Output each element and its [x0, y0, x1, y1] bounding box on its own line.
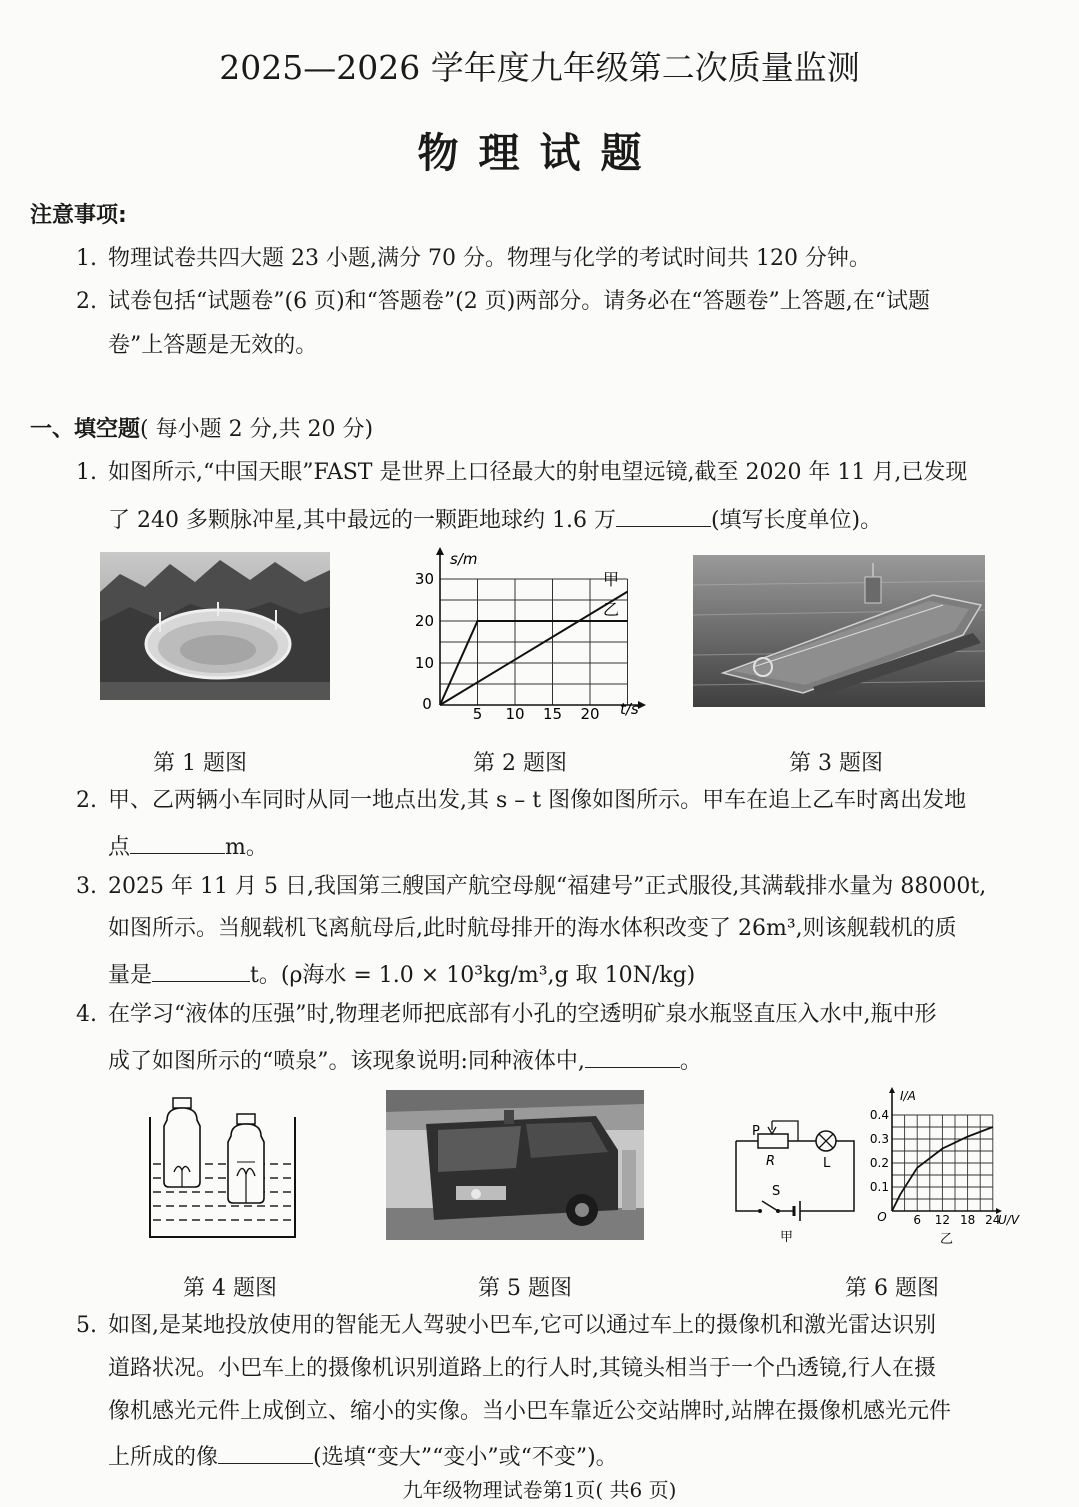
iu-graph-xtick-6: 6	[913, 1213, 922, 1227]
iu-graph	[862, 1085, 1032, 1251]
iu-graph-origin: O	[877, 1210, 887, 1224]
exam-title: 2025—2026 学年度九年级第二次质量监测	[219, 48, 860, 87]
rheostat-slider-label: P	[752, 1124, 760, 1139]
st-graph-ytick-30: 30	[414, 570, 434, 588]
q4-line-1: 在学习“液体的压强”时,物理老师把底部有小孔的空透明矿泉水瓶竖直压入水中,瓶中形	[108, 1002, 937, 1027]
q1-line-2	[108, 506, 882, 532]
st-graph-label-jia: 甲	[603, 570, 620, 589]
notice-item-2-num: 2.	[76, 289, 97, 314]
q4-number: 4.	[76, 1002, 97, 1027]
q5-text-b: (选填“变大”“变小”或“不变”)。	[313, 1445, 618, 1470]
q3-line-1: 2025 年 11 月 5 日,我国第三艘国产航空母舰“福建号”正式服役,其满载排水量为 88000t,	[108, 874, 987, 899]
notice-heading: 注意事项:	[30, 203, 127, 228]
bottle-fountain-diagram	[145, 1092, 300, 1242]
section-title: 一、填空题	[30, 417, 141, 442]
st-graph	[410, 545, 650, 725]
q2-line-1: 甲、乙两辆小车同时从同一地点出发,其 s – t 图像如图所示。甲车在追上乙车时离出发地	[108, 788, 967, 813]
q5-line-1: 如图,是某地投放使用的智能无人驾驶小巴车,它可以通过车上的摄像机和激光雷达识别	[108, 1313, 936, 1338]
switch-icon	[762, 1201, 778, 1211]
st-graph-ytick-20: 20	[414, 612, 434, 630]
q4-text-a: 成了如图所示的“喷泉”。该现象说明:同种液体中,	[108, 1049, 585, 1074]
fig6-caption: 第 6 题图	[845, 1276, 939, 1301]
q4-line-2	[108, 1047, 702, 1073]
q3-line-2: 如图所示。当舰载机飞离航母后,此时航母排开的海水体积改变了 26m³,则该舰载机的质	[108, 916, 957, 941]
circuit-diagram	[728, 1115, 860, 1245]
autonomous-minibus-photo	[386, 1090, 644, 1240]
fast-telescope-photo	[100, 552, 330, 700]
iu-graph-xtick-12: 12	[934, 1213, 951, 1227]
q5-line-2: 道路状况。小巴车上的摄像机识别道路上的行人时,其镜头相当于一个凸透镜,行人在摄	[108, 1356, 936, 1381]
q1-line-1: 如图所示,“中国天眼”FAST 是世界上口径最大的射电望远镜,截至 2020 年 11 月,已发现	[108, 460, 968, 485]
fig4-caption: 第 4 题图	[183, 1276, 277, 1301]
circuit-name: 甲	[780, 1230, 794, 1245]
notice-item-2-line-2: 卷”上答题是无效的。	[108, 333, 318, 358]
q2-answer-blank[interactable]	[130, 833, 225, 854]
st-graph-xtick-15: 15	[542, 705, 563, 723]
q4-text-b: 。	[679, 1049, 702, 1074]
q4-answer-blank[interactable]	[585, 1047, 680, 1068]
st-graph-xlabel: t/s	[620, 700, 639, 718]
aircraft-carrier-photo	[693, 555, 985, 707]
fig5-caption: 第 5 题图	[478, 1276, 572, 1301]
bottle-right	[228, 1114, 264, 1203]
q2-text-a: 点	[108, 835, 131, 860]
section-note: ( 每小题 2 分,共 20 分)	[140, 417, 374, 442]
q3-answer-blank[interactable]	[152, 961, 250, 982]
q5-answer-blank[interactable]	[218, 1443, 313, 1464]
iu-graph-xtick-24: 24	[985, 1213, 1001, 1227]
iu-graph-ytick-0.2: 0.2	[869, 1156, 889, 1170]
st-graph-xtick-20: 20	[580, 705, 600, 723]
q1-number: 1.	[76, 460, 97, 485]
lamp-label: L	[823, 1156, 831, 1171]
st-graph-xtick-5: 5	[472, 705, 483, 723]
q3-line-3	[108, 961, 695, 987]
q3-text-a: 量是	[108, 963, 153, 988]
st-graph-xtick-10: 10	[505, 705, 525, 723]
q1-text-b: (填写长度单位)。	[710, 508, 883, 533]
fig2-caption: 第 2 题图	[473, 751, 567, 776]
st-graph-x-arrow	[638, 701, 646, 709]
switch-label: S	[772, 1184, 781, 1199]
section-heading	[30, 419, 373, 441]
notice-item-2-line-1: 试卷包括“试题卷”(6 页)和“答题卷”(2 页)两部分。请务必在“答题卷”上答题,在“试题	[108, 289, 931, 314]
iu-graph-xlabel: U/V	[998, 1213, 1020, 1227]
q2-line-2	[108, 833, 268, 859]
page-footer: 九年级物理试卷第1页( 共6 页)	[402, 1478, 677, 1502]
q5-line-4	[108, 1443, 618, 1469]
q5-line-3: 像机感光元件上成倒立、缩小的实像。当小巴车靠近公交站牌时,站牌在摄像机感光元件	[108, 1399, 951, 1424]
iu-graph-ylabel: I/A	[900, 1089, 916, 1103]
q1-text-a: 了 240 多颗脉冲星,其中最远的一颗距地球约 1.6 万	[108, 508, 616, 533]
iu-graph-ytick-0.4: 0.4	[869, 1108, 889, 1122]
rheostat-resistor	[758, 1134, 788, 1148]
q1-answer-blank[interactable]	[616, 506, 711, 527]
iu-graph-y-arrow	[889, 1087, 895, 1093]
q3-number: 3.	[76, 874, 97, 899]
q3-text-b: t。(ρ海水 = 1.0 × 10³kg/m³,g 取 10N/kg)	[250, 963, 696, 988]
st-graph-line-jia	[440, 592, 628, 705]
iu-graph-ytick-0.1: 0.1	[869, 1180, 889, 1194]
notice-item-1-text: 物理试卷共四大题 23 小题,满分 70 分。物理与化学的考试时间共 120 分钟。	[108, 246, 871, 271]
rheostat-label: R	[766, 1154, 776, 1169]
st-graph-ylabel: s/m	[450, 550, 478, 568]
bottle-left	[164, 1098, 200, 1187]
iu-graph-xtick-18: 18	[959, 1213, 976, 1227]
st-graph-label-yi: 乙	[603, 600, 620, 619]
q2-text-b: m。	[225, 835, 268, 860]
iu-graph-name: 乙	[940, 1232, 954, 1247]
notice-item-1-num: 1.	[76, 246, 97, 271]
st-graph-ytick-10: 10	[414, 654, 434, 672]
fig3-caption: 第 3 题图	[789, 751, 883, 776]
st-graph-origin: 0	[422, 695, 432, 713]
q5-text-a: 上所成的像	[108, 1445, 219, 1470]
q5-number: 5.	[76, 1313, 97, 1338]
subject-title: 物理试题	[417, 129, 662, 177]
q2-number: 2.	[76, 788, 97, 813]
st-graph-y-arrow	[436, 547, 444, 555]
iu-graph-ytick-0.3: 0.3	[869, 1132, 889, 1146]
fig1-caption: 第 1 题图	[153, 751, 247, 776]
